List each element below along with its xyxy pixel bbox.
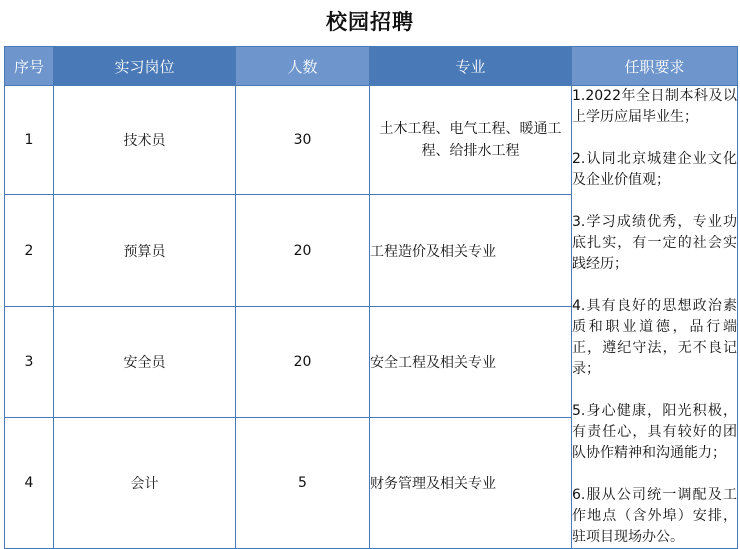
requirement-item: 6.服从公司统一调配及工作地点（含外埠）安排，驻项目现场办公。 bbox=[572, 487, 737, 545]
row-major: 财务管理及相关专业 bbox=[370, 418, 572, 549]
header-count: 人数 bbox=[236, 47, 370, 86]
header-position: 实习岗位 bbox=[54, 47, 236, 86]
row-position: 会计 bbox=[54, 418, 236, 549]
table-row bbox=[5, 86, 738, 195]
row-count: 30 bbox=[236, 86, 370, 195]
row-major: 工程造价及相关专业 bbox=[370, 195, 572, 307]
header-seq: 序号 bbox=[5, 47, 54, 86]
row-seq: 4 bbox=[5, 418, 54, 549]
requirement-item: 4.具有良好的思想政治素质和职业道德，品行端正，遵纪守法，无不良记录； bbox=[572, 298, 737, 377]
row-major: 土木工程、电气工程、暖通工程、给排水工程 bbox=[370, 86, 572, 195]
requirements-cell bbox=[572, 86, 738, 549]
page-title: 校园招聘 bbox=[326, 10, 414, 34]
header-major: 专业 bbox=[370, 47, 572, 86]
row-seq: 1 bbox=[5, 86, 54, 195]
requirement-item: 3.学习成绩优秀，专业功底扎实，有一定的社会实践经历； bbox=[572, 214, 737, 272]
row-major: 安全工程及相关专业 bbox=[370, 306, 572, 418]
header-row bbox=[5, 47, 738, 86]
requirement-item: 5.身心健康，阳光积极，有责任心，具有较好的团队协作精神和沟通能力； bbox=[572, 403, 737, 461]
row-count: 20 bbox=[236, 306, 370, 418]
row-seq: 3 bbox=[5, 306, 54, 418]
row-count: 5 bbox=[236, 418, 370, 549]
row-position: 预算员 bbox=[54, 195, 236, 307]
recruitment-table bbox=[4, 46, 738, 549]
requirement-item: 1.2022年全日制本科及以上学历应届毕业生； bbox=[572, 88, 737, 125]
row-seq: 2 bbox=[5, 195, 54, 307]
row-position: 安全员 bbox=[54, 306, 236, 418]
row-position: 技术员 bbox=[54, 86, 236, 195]
row-count: 20 bbox=[236, 195, 370, 307]
requirement-item: 2.认同北京城建企业文化及企业价值观； bbox=[572, 151, 737, 188]
header-requirements: 任职要求 bbox=[572, 47, 738, 86]
